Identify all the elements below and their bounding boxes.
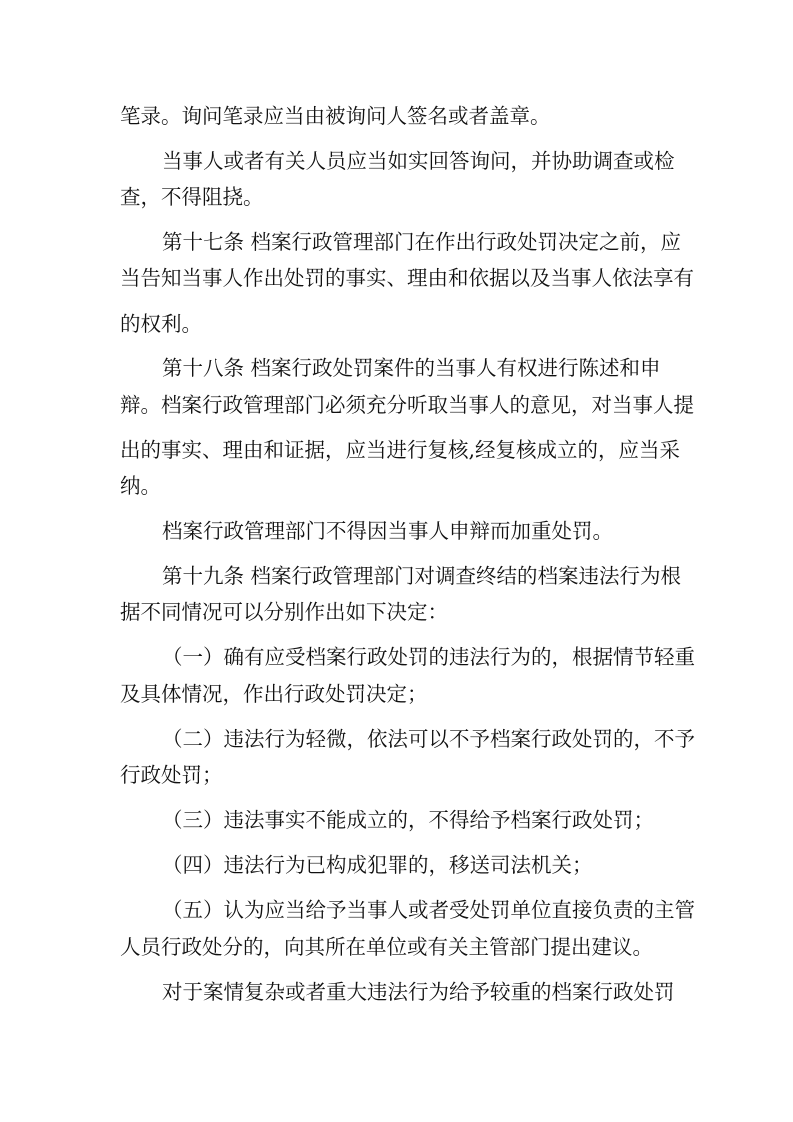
text-line: 及具体情况，作出行政处罚决定； <box>120 682 428 706</box>
text-line: （二）违法行为轻微，依法可以不予档案行政处罚的，不予 <box>162 727 695 751</box>
text-line: （一）确有应受档案行政处罚的违法行为的，根据情节轻重 <box>162 645 695 669</box>
text-line: 第十九条 档案行政管理部门对调查终结的档案违法行为根 <box>162 564 682 588</box>
text-line: 人员行政处分的，向其所在单位或有关主管部门提出建议。 <box>120 935 653 959</box>
text-line: 辩。档案行政管理部门必须充分听取当事人的意见，对当事人提 <box>120 393 694 417</box>
text-line: 据不同情况可以分别作出如下决定： <box>120 600 448 624</box>
text-line: 出的事实、理由和证据，应当进行复核,经复核成立的，应当采 <box>120 438 681 462</box>
text-line: （三）违法事实不能成立的，不得给予档案行政处罚； <box>162 808 654 832</box>
text-line: 的权利。 <box>120 312 202 336</box>
text-line: 行政处罚； <box>120 763 223 787</box>
text-line: 当告知当事人作出处罚的事实、理由和依据以及当事人依法享有 <box>120 266 694 290</box>
text-line: （四）违法行为已构成犯罪的，移送司法机关； <box>162 853 593 877</box>
text-line: 笔录。询问笔录应当由被询问人签名或者盖章。 <box>120 104 551 128</box>
text-line: 当事人或者有关人员应当如实回答询问，并协助调查或检 <box>162 149 675 173</box>
text-line: 纳。 <box>120 474 161 498</box>
text-line: 查，不得阻挠。 <box>120 185 264 209</box>
text-line: 第十七条 档案行政管理部门在作出行政处罚决定之前，应 <box>162 230 682 254</box>
text-line: 对于案情复杂或者重大违法行为给予较重的档案行政处罚 <box>162 980 675 1004</box>
text-line: 第十八条 档案行政处罚案件的当事人有权进行陈述和申 <box>162 356 661 380</box>
text-line: 档案行政管理部门不得因当事人申辩而加重处罚。 <box>162 519 613 543</box>
text-line: （五）认为应当给予当事人或者受处罚单位直接负责的主管 <box>162 898 695 922</box>
